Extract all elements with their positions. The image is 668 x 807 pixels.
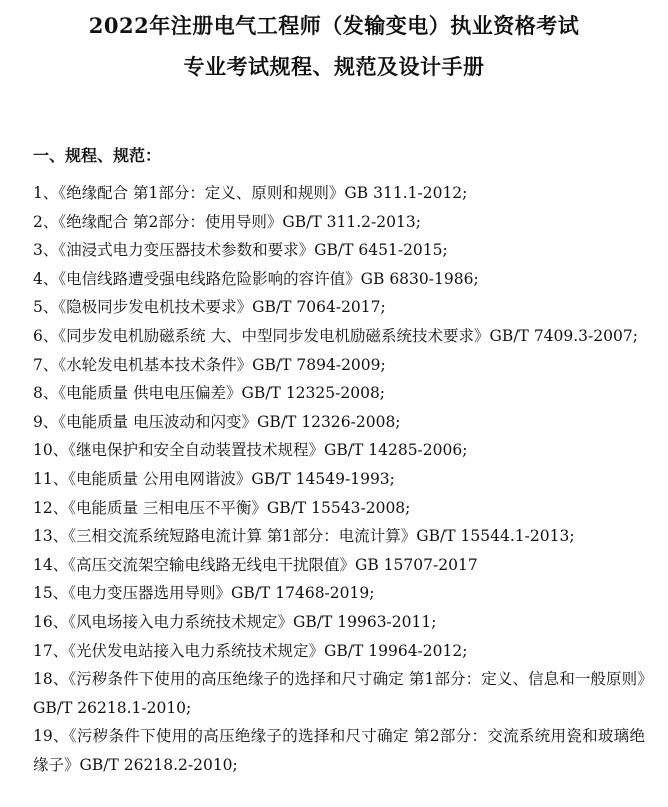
list-item — [33, 465, 645, 494]
list-item — [33, 322, 645, 351]
item-number: 7、 — [33, 355, 59, 374]
section-heading: 一、规程、规范： — [33, 146, 162, 165]
standards-list — [33, 179, 645, 779]
item-text: 《电能质量 供电电压偏差》GB/T 12325-2008; — [58, 384, 386, 403]
item-number: 18、 — [33, 670, 69, 689]
list-item — [33, 236, 645, 265]
list-item — [33, 579, 645, 608]
list-item — [33, 208, 645, 237]
item-text: 《电信线路遭受强电线路危险影响的容许值》GB 6830-1986; — [58, 269, 479, 288]
list-item — [33, 637, 645, 666]
item-text: 《电能质量 公用电网谐波》GB/T 14549-1993; — [68, 469, 395, 488]
item-number: 3、 — [33, 241, 59, 260]
item-text: 《高压交流架空输电线路无线电干扰限值》GB 15707-2017 — [68, 555, 478, 574]
item-number: 10、 — [33, 441, 69, 460]
item-text: 《电能质量 电压波动和闪变》GB/T 12326-2008; — [58, 412, 401, 431]
item-number: 19、 — [33, 727, 69, 746]
item-number: 13、 — [33, 527, 69, 546]
item-text: 《绝缘配合 第2部分：使用导则》GB/T 311.2-2013; — [58, 212, 421, 231]
item-text: 《水轮发电机基本技术条件》GB/T 7894-2009; — [58, 355, 386, 374]
item-text: 《同步发电机励磁系统 大、中型同步发电机励磁系统技术要求》GB/T 7409.3-2007; — [58, 326, 638, 345]
item-text: 《污秽条件下使用的高压绝缘子的选择和尺寸确定 第2部分：交流系统用瓷和玻璃绝缘子》GB/T 26218.2-2010; — [33, 727, 645, 774]
item-text: 《油浸式电力变压器技术参数和要求》GB/T 6451-2015; — [58, 241, 448, 260]
list-item — [33, 522, 645, 551]
item-number: 15、 — [33, 584, 69, 603]
list-item — [33, 665, 645, 722]
list-item — [33, 408, 645, 437]
list-item — [33, 551, 645, 580]
item-number: 16、 — [33, 612, 69, 631]
item-text: 《风电场接入电力系统技术规定》GB/T 19963-2011; — [68, 612, 437, 631]
item-text: 《光伏发电站接入电力系统技术规定》GB/T 19964-2012; — [68, 641, 468, 660]
item-text: 《电能质量 三相电压不平衡》GB/T 15543-2008; — [68, 498, 411, 517]
item-number: 4、 — [33, 269, 59, 288]
list-item — [33, 351, 645, 380]
item-text: 《污秽条件下使用的高压绝缘子的选择和尺寸确定 第1部分：定义、信息和一般原则》GB/T 26218.1-2010; — [33, 670, 645, 717]
item-text: 《三相交流系统短路电流计算 第1部分：电流计算》GB/T 15544.1-2013; — [68, 527, 575, 546]
item-text: 《继电保护和安全自动装置技术规程》GB/T 14285-2006; — [68, 441, 468, 460]
list-item — [33, 436, 645, 465]
list-item — [33, 179, 645, 208]
list-item — [33, 722, 645, 779]
item-number: 14、 — [33, 555, 69, 574]
item-number: 9、 — [33, 412, 59, 431]
item-number: 6、 — [33, 326, 59, 345]
item-number: 12、 — [33, 498, 69, 517]
list-item — [33, 494, 645, 523]
document-title: 2022年注册电气工程师（发输变电）执业资格考试 — [88, 13, 580, 38]
item-text: 《绝缘配合 第1部分：定义、原则和规则》GB 311.1-2012; — [58, 184, 468, 202]
item-number: 17、 — [33, 641, 69, 660]
list-item — [33, 265, 645, 294]
item-text: 《隐极同步发电机技术要求》GB/T 7064-2017; — [58, 298, 386, 317]
item-text: 《电力变压器选用导则》GB/T 17468-2019; — [68, 584, 375, 603]
item-number: 5、 — [33, 298, 59, 317]
item-number: 2、 — [33, 212, 59, 231]
item-number: 1、 — [33, 184, 59, 202]
document-subtitle: 专业考试规程、规范及设计手册 — [183, 54, 485, 79]
list-item — [33, 608, 645, 637]
item-number: 8、 — [33, 384, 59, 403]
item-number: 11、 — [33, 469, 69, 488]
list-item — [33, 293, 645, 322]
list-item — [33, 379, 645, 408]
